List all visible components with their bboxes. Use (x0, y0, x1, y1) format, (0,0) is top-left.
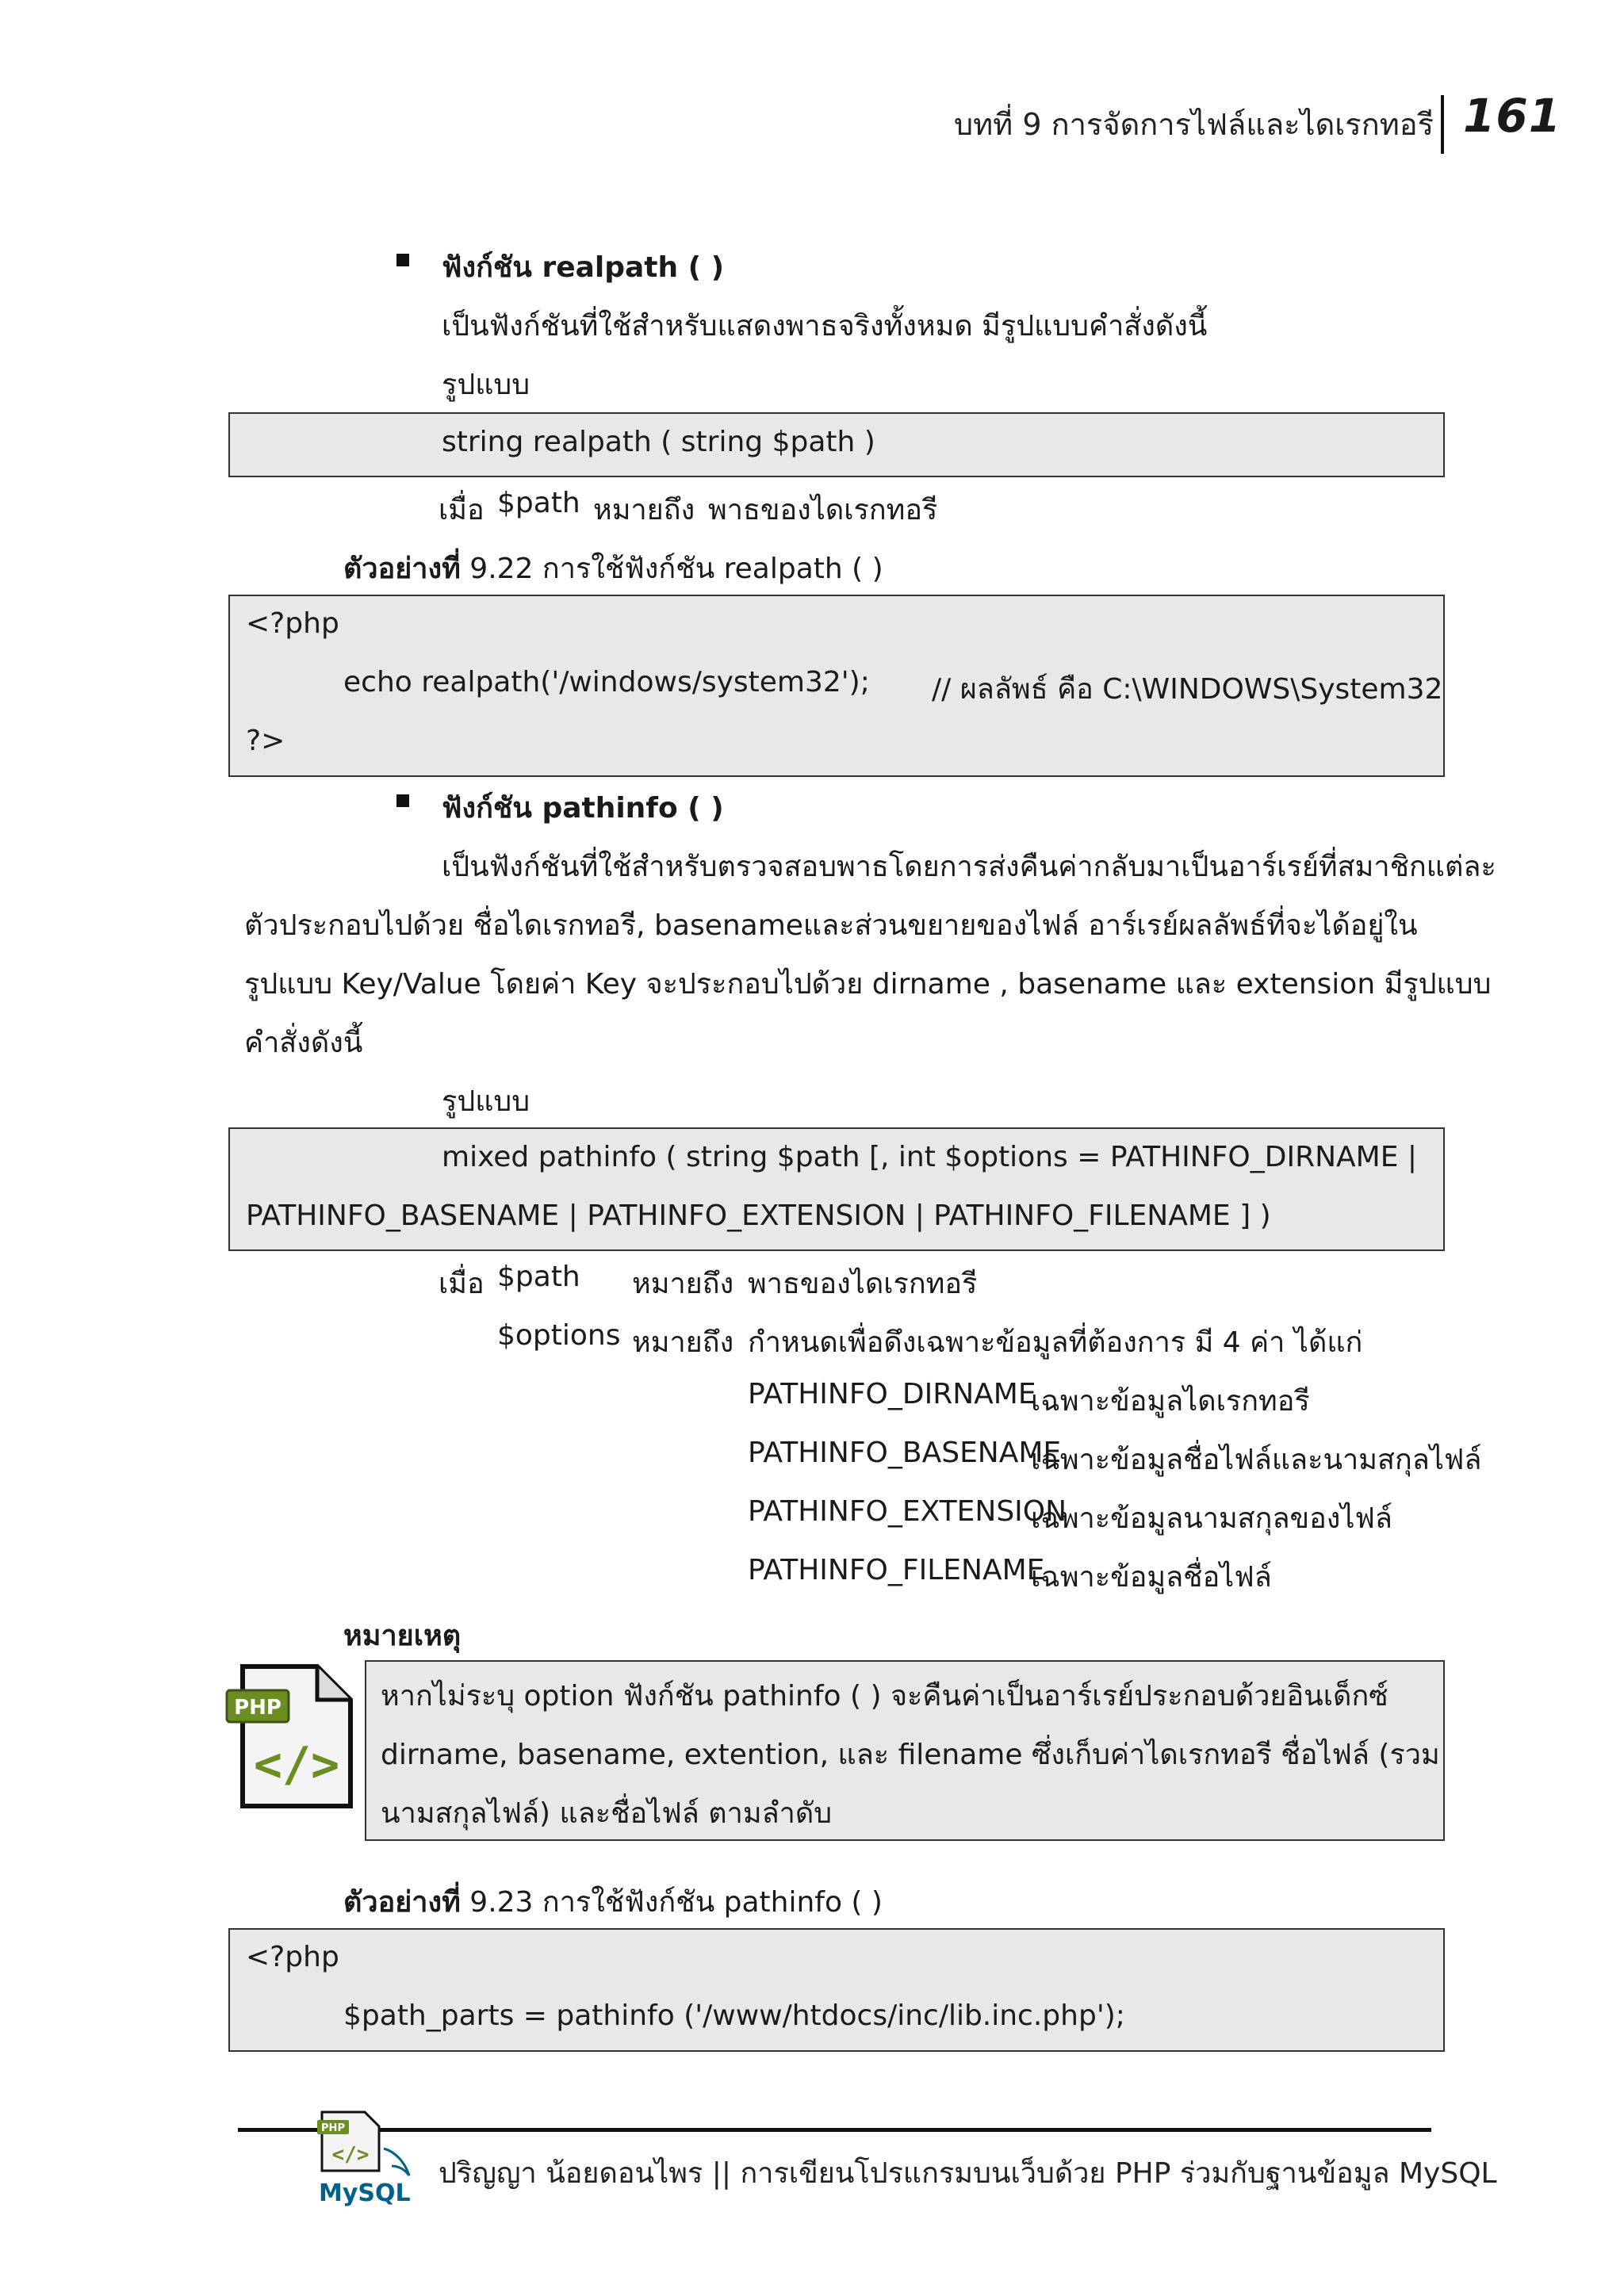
realpath-description: เป็นฟังก์ชันที่ใช้สำหรับแสดงพาธจริงทั้งหมด มีรูปแบบคำสั่งดังนี้ (442, 310, 1208, 342)
code-line: $path_parts = pathinfo ('/www/htdocs/inc/lib.inc.php'); (343, 1999, 1125, 2032)
example-caption (343, 545, 883, 591)
code-line: echo realpath('/windows/system32'); (343, 666, 870, 698)
option-description: เฉพาะข้อมูลชื่อไฟล์ (1031, 1561, 1272, 1594)
header-divider (1441, 95, 1444, 154)
pathinfo-paragraph-line: รูปแบบ Key/Value โดยค่า Key จะประกอบไปด้วย dirname , basename และ extension มีรูปแบบ (244, 968, 1492, 1001)
option-name: PATHINFO_FILENAME (748, 1554, 1045, 1586)
option-name: PATHINFO_BASENAME (748, 1437, 1062, 1469)
code-comment: // ผลลัพธ์ คือ C:\WINDOWS\System32 (932, 673, 1443, 706)
code-open-tag: <?php (246, 1941, 339, 1973)
realpath-syntax-box (228, 412, 1445, 477)
note-box (365, 1660, 1445, 1841)
param-when-label: เมื่อ (439, 494, 485, 526)
option-name: PATHINFO_DIRNAME (748, 1378, 1036, 1410)
pathinfo-syntax-label: รูปแบบ (442, 1085, 530, 1118)
param-means-label: หมายถึง (593, 494, 695, 526)
note-line: นามสกุลไฟล์) และชื่อไฟล์ ตามลำดับ (381, 1797, 833, 1830)
param-when-label: เมื่อ (439, 1268, 485, 1300)
example-title: การใช้ฟังก์ชัน pathinfo ( ) (542, 1886, 883, 1919)
param-description: พาธของไดเรกทอรี (708, 494, 938, 526)
param-name: $path (497, 1261, 580, 1293)
pathinfo-paragraph-line: เป็นฟังก์ชันที่ใช้สำหรับตรวจสอบพาธโดยการส่งคืนค่ากลับมาเป็นอาร์เรย์ที่สมาชิกแต่ละ (442, 851, 1496, 883)
code-open-tag: <?php (246, 607, 339, 640)
example-number: 9.22 (469, 553, 534, 585)
note-line: หากไม่ระบุ option ฟังก์ชัน pathinfo ( ) จะคืนค่าเป็นอาร์เรย์ประกอบด้วยอินเด็กซ์ (381, 1680, 1388, 1712)
realpath-heading: ฟังก์ชัน realpath ( ) (442, 251, 725, 284)
param-name: $options (497, 1319, 621, 1352)
note-line: dirname, basename, extention, และ filename ซึ่งเก็บค่าไดเรกทอรี ชื่อไฟล์ (รวม (381, 1739, 1440, 1771)
example-label: ตัวอย่างที่ (343, 553, 461, 585)
pathinfo-paragraph-line: ตัวประกอบไปด้วย ชื่อไดเรกทอรี, basenameและส่วนขยายของไฟล์ อาร์เรย์ผลลัพธ์ที่จะได้อยู่ใน (244, 909, 1418, 942)
option-description: เฉพาะข้อมูลไดเรกทอรี (1031, 1385, 1310, 1418)
param-name: $path (497, 487, 580, 519)
example-caption (343, 1879, 883, 1924)
example-label: ตัวอย่างที่ (343, 1886, 461, 1919)
chapter-title: บทที่ 9 การจัดการไฟล์และไดเรกทอรี (954, 107, 1434, 142)
php-file-icon (224, 1662, 358, 1812)
bullet-icon (396, 254, 409, 266)
code-box-922 (228, 595, 1445, 777)
param-means-label: หมายถึง (632, 1326, 734, 1359)
example-title: การใช้ฟังก์ชัน realpath ( ) (542, 553, 883, 585)
php-badge-text: PHP (234, 1696, 282, 1720)
realpath-syntax: string realpath ( string $path ) (442, 426, 875, 458)
logo-mysql-text: MySQL (319, 2179, 411, 2207)
param-means-label: หมายถึง (632, 1268, 734, 1300)
pathinfo-paragraph-line: คำสั่งดังนี้ (244, 1027, 363, 1059)
svg-text:</>: </> (253, 1737, 340, 1793)
option-description: เฉพาะข้อมูลนามสกุลของไฟล์ (1031, 1502, 1392, 1535)
pathinfo-syntax-line: mixed pathinfo ( string $path [, int $options = PATHINFO_DIRNAME | (442, 1141, 1418, 1173)
logo-php-text: PHP (321, 2122, 345, 2134)
pathinfo-syntax-box (228, 1127, 1445, 1251)
param-description: พาธของไดเรกทอรี (748, 1268, 978, 1300)
php-mysql-logo-icon (316, 2109, 427, 2207)
param-description: กำหนดเพื่อดึงเฉพาะข้อมูลที่ต้องการ มี 4 ค่า ได้แก่ (748, 1326, 1363, 1359)
page-number: 161 (1463, 89, 1562, 143)
footer-text: ปริญญา น้อยดอนไพร || การเขียนโปรแกรมบนเว็บด้วย PHP ร่วมกับฐานข้อมูล MySQL (439, 2157, 1497, 2190)
svg-text:</>: </> (331, 2143, 370, 2167)
realpath-syntax-label: รูปแบบ (442, 369, 530, 401)
code-close-tag: ?> (246, 725, 285, 757)
pathinfo-syntax-line: PATHINFO_BASENAME | PATHINFO_EXTENSION | PATHINFO_FILENAME ] ) (246, 1200, 1271, 1232)
option-name: PATHINFO_EXTENSION (748, 1495, 1067, 1528)
option-description: เฉพาะข้อมูลชื่อไฟล์และนามสกุลไฟล์ (1031, 1444, 1482, 1476)
example-number: 9.23 (469, 1886, 534, 1919)
bullet-icon (396, 794, 409, 807)
code-box-923 (228, 1928, 1445, 2052)
note-title: หมายเหตุ (343, 1620, 462, 1652)
pathinfo-heading: ฟังก์ชัน pathinfo ( ) (442, 792, 724, 825)
